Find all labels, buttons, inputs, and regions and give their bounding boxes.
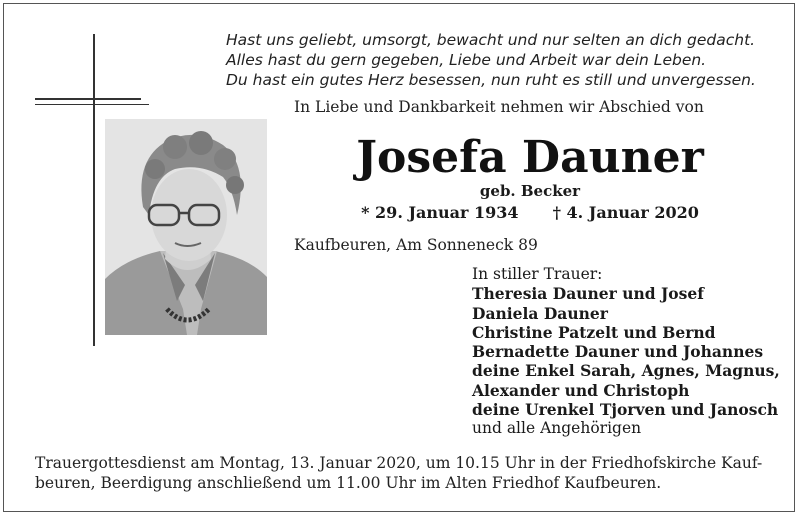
service-line: Trauergottesdienst am Montag, 13. Januar 2020, um 10.15 Uhr in der Friedhofskirche Kauf- [35, 454, 763, 472]
deceased-name: Josefa Dauner [356, 132, 704, 183]
mourner-line: deine Urenkel Tjorven und Janosch [472, 400, 779, 420]
service-line: beuren, Beerdigung anschließend um 11.00 Uhr im Alten Friedhof Kaufbeuren. [35, 474, 662, 492]
residence-address: Kaufbeuren, Am Sonneneck 89 [294, 236, 538, 254]
verse-line: Du hast ein gutes Herz besessen, nun ruht es still und unvergessen. [226, 71, 756, 89]
mourner-line: Theresia Dauner und Josef [472, 284, 704, 304]
maiden-name: geb. Becker [479, 182, 581, 200]
mourners-closing: und alle Angehörigen [472, 419, 642, 438]
cross-horizontal-bar [35, 98, 141, 100]
verse-line: Hast uns geliebt, umsorgt, bewacht und nur selten an dich gedacht. [226, 31, 756, 49]
life-dates [300, 203, 760, 222]
cross-horizontal-bar [35, 104, 149, 105]
death-date: † 4. Januar 2020 [552, 203, 699, 222]
mourner-line: deine Enkel Sarah, Agnes, Magnus, [472, 361, 780, 381]
verse-line: Alles hast du gern gegeben, Liebe und Arbeit war dein Leben. [226, 51, 707, 69]
memorial-verse [226, 30, 786, 90]
portrait-photo [105, 119, 267, 335]
mourner-line: Alexander und Christoph [472, 380, 690, 400]
birth-date: * 29. Januar 1934 [361, 203, 519, 222]
farewell-intro: In Liebe und Dankbarkeit nehmen wir Abschied von [294, 98, 704, 116]
mourners-list [472, 265, 792, 439]
mourner-line: Daniela Dauner [472, 303, 608, 323]
mourners-heading: In stiller Trauer: [472, 265, 603, 283]
cross-vertical-bar [93, 34, 95, 346]
mourner-line: Christine Patzelt und Bernd [472, 322, 716, 342]
funeral-service-info [35, 453, 775, 493]
mourner-line: Bernadette Dauner und Johannes [472, 342, 764, 362]
